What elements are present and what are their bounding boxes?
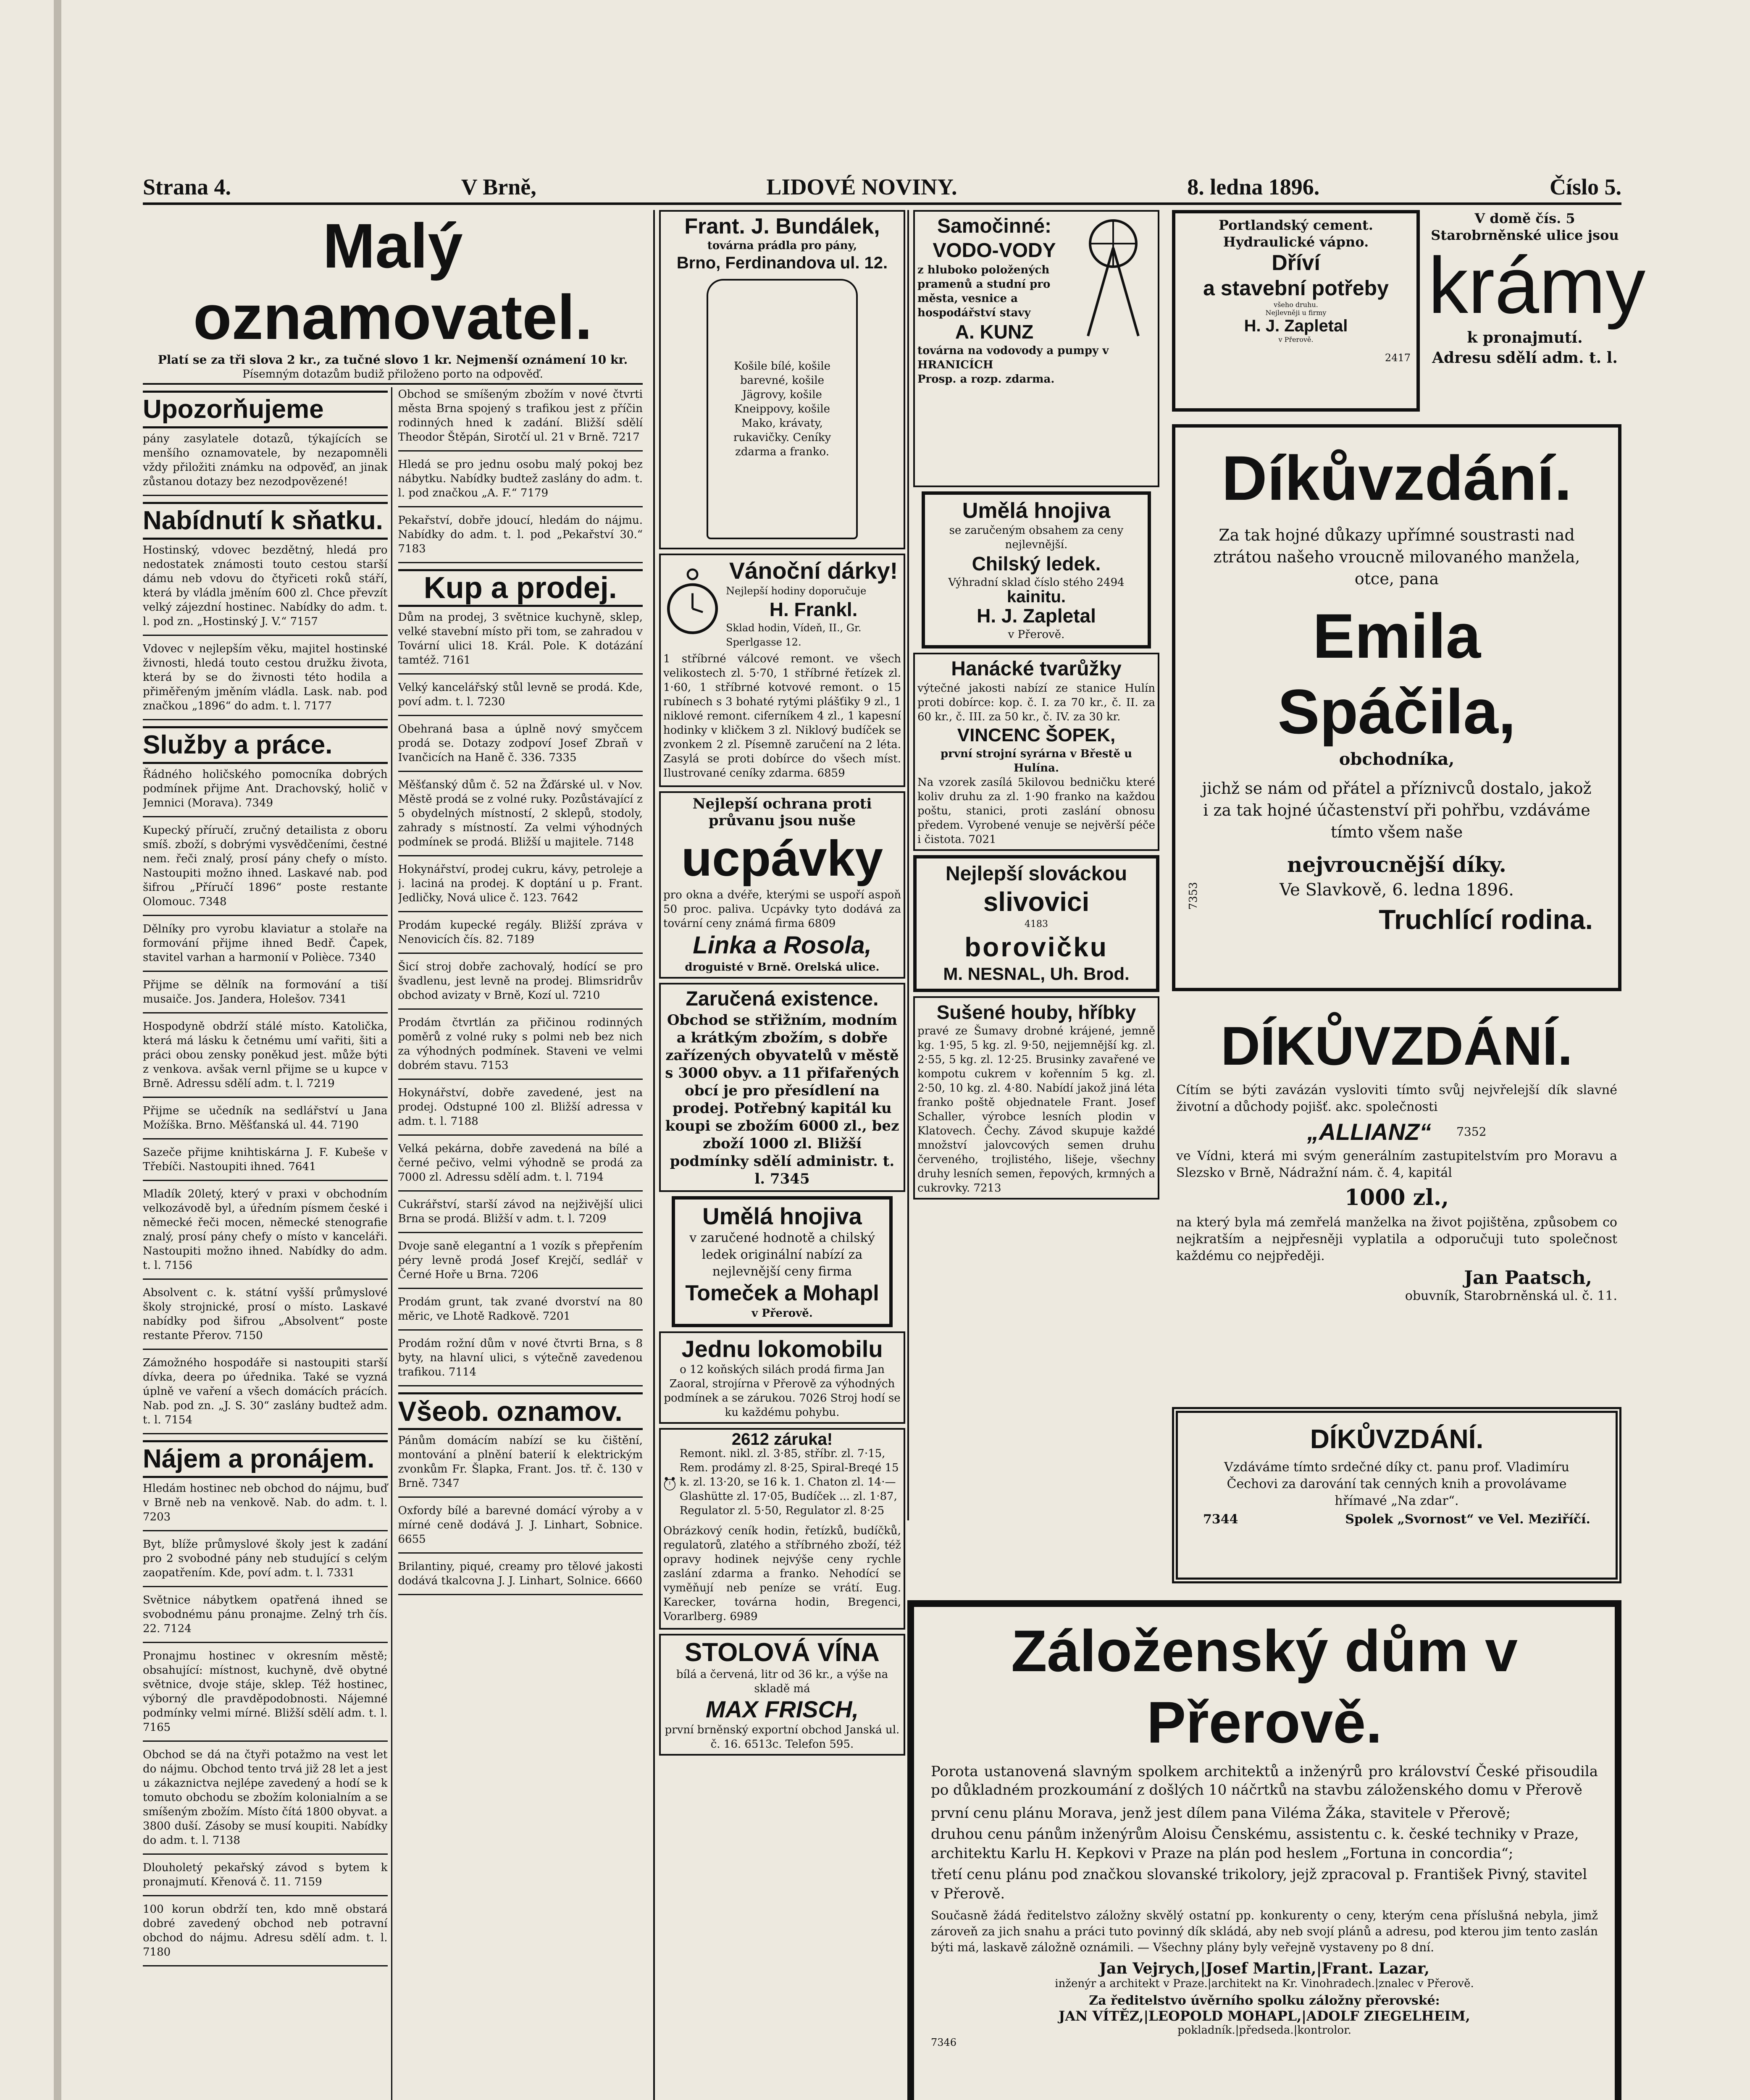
section-upozornujeme: Upozorňujeme xyxy=(143,391,388,428)
classifieds-section xyxy=(143,210,643,2100)
ad-kup-7 xyxy=(398,960,643,1010)
section-kup: Kup a prodej. xyxy=(398,569,643,607)
ad-text: Obchod se střižním, modním a krátkým zbožím, s dobře zařízených obyvatelů v městě s 3000 obyv. a 11 přifařených obcí je pro přesídlení na prodej. Potřebný kapitál ku koupi se zbožím 6000 zl., bez zboží 1000 zl. Bližší podmínky sdělí administr. t. l. 7345 xyxy=(665,1012,899,1187)
pocket-watch-icon xyxy=(663,559,722,648)
ad-kup-2 xyxy=(398,680,643,716)
ad-sluzby-1 xyxy=(143,767,388,817)
ad-text: na který byla má zemřelá manželka na život pojištěna, způsobem co nejkratším a nejpřesněji vyplatila a odporučuji tuto společnost každému co nejpřeději. xyxy=(1176,1215,1617,1263)
ad-text: Prodám rožní dům v nové čtvrti Brna, s 8 byty, na hlavní ulici, s výtečně zavedenou trafikou. 7114 xyxy=(398,1337,643,1378)
ads-column-c xyxy=(653,210,905,2100)
ad-sluzby-5 xyxy=(143,1019,388,1098)
ad-sluzby-4 xyxy=(143,978,388,1013)
ad-text: Velký kancelářský stůl levně se prodá. Kde, poví adm. t. l. 7230 xyxy=(398,681,643,708)
ad-sluzby-7 xyxy=(143,1145,388,1181)
ad-text: třetí cenu plánu pod značkou slovanské trikolory, jejž zpracoval p. František Pivný, stavitel v Přerově. xyxy=(931,1866,1587,1902)
ad-sluzby-10 xyxy=(143,1356,388,1434)
ad-text: Kupecký příručí, zručný detailista z oboru smíš. zboží, s dobrými vysvědčeními, čestné nem. řeči znalý, prosí pány chefy o místo. Nastoupiti možno ihned. Laskavé nab. pod šifrou „Příručí 1896“ poste restante Olomouc. 7348 xyxy=(143,824,388,908)
rates-note-2: Písemným dotazům budiž přiloženo porto na odpověď. xyxy=(143,367,643,385)
section-sluzby: Služby a práce. xyxy=(143,726,388,764)
ad-stolova-vina: STOLOVÁ VÍNA bílá a červená, litr od 36 kr., a výše na skladě má MAX FRISCH, první brněnský exportní obchod Janská ul. č. 16. 6513c. Telefon 595. xyxy=(659,1634,905,1756)
ad-text: Sazeče přijme knihtiskárna J. F. Kubeše v Třebíči. Nastoupiti ihned. 7641 xyxy=(143,1146,388,1173)
ad-text: Byt, blíže průmyslové školy jest k zadání pro 2 svobodné pány neb studující s celým zaopatřením. Kde, poví adm. t. l. 7331 xyxy=(143,1538,388,1579)
classifieds-title: Malý oznamovatel. xyxy=(193,210,593,352)
ad-text: Pronajmu hostinec v okresním městě; obsahující: místnost, kuchyně, dvě obytné světnice, dvoje stáje, sklep. Též hostinec, výborný dle pravděpodobnosti. Nájemné podmínky velmi mírné. Bližší sdělí adm. t. l. 7165 xyxy=(143,1650,388,1734)
ad-text: 1 stříbrné válcové remont. ve všech velikostech zl. 5·70, 1 stříbrné řetízek zl. 1·60, 1 stříbrné kotvové remont. o 15 rubínech s 3 bohaté rytými plášťiky 9 zl., 1 niklové remont. ciferníkem 4 zl., 1 kapesní hodinky v kličkem 3 zl. Niklový budíček se zvonkem 2 zl. Písemně zaručení na 2 léta. Zasylá se proti dobírce do všech míst. Ilustrované ceníky zdarma. 6859 xyxy=(663,653,901,780)
ad-text: Hokynářství, dobře zavedené, jest na prodej. Odstupné 100 zl. Bližší adressa v adm. t. l. 7188 xyxy=(398,1087,643,1128)
ad-frankl: Vánoční dárky! Nejlepší hodiny doporučuje H. Frankl. Sklad hodin, Vídeň, II., Gr. Sperlgasse 12. 1 stříbrné válcové remont. ve všech velikostech zl. 5·70, 1 stříbrné řetízek zl. 1·60, 1 stříbrné kotvové remont. o 15 rubínech s 3 bohaté rytými plášťiky 9 zl., 1 niklové remont. ciferníkem 4 zl., 1 kapesní hodinky v kličkem 3 zl. Niklový budíček se zvonkem 2 zl. Písemně zaručení na 2 léta. Zasylá se proti dobírce do všech míst. Ilustrované ceníky zdarma. 6859 xyxy=(659,554,905,787)
ad-kup-6 xyxy=(398,918,643,954)
ad-najem-1 xyxy=(143,1481,388,1531)
ad-text: Za tak hojné důkazy upřímné soustrasti nad ztrátou našeho vroucně milovaného manžela, otce, pana xyxy=(1213,526,1580,588)
ad-zalozensky-dum: Záloženský dům v Přerově. Porota ustanovená slavným spolkem architektů a inženýrů pro království České přisoudila po důkladném prozkoumání z došlých 10 náčrtků na stavbu záloženského domu v Přerově první cenu plánu Morava, jenž jest dílem pana Viléma Žáka, stavitele v Přerově; druhou cenu pánům inženýrům Aloisu Čenskému, assistentu c. k. české techniky v Praze, architektu Karlu H. Kepkovi v Praze na plán pod heslem „Fortuna in concordia“; třetí cenu plánu pod značkou slovanské trikolory, jejž zpracoval p. František Pivný, stavitel v Přerově. Současně žádá ředitelstvo záložny skvělý ostatní pp. konkurenty o ceny, kterým cena příslušná nebyla, jimž zároveň za jich snahu a práci tuto povinný dík skládá, aby neb svojí plánů a adresu, pod kterou jim tento zaslán býti má, laskavě záložně oznámili. — Všechny plány byly veřejně vystaveny po 8 dní. Jan Vejrych,|Josef Martin,|Frant. Lazar, inženýr a architekt v Praze.|architekt na Kr. Vinohradech.|znalec v Přerově. Za ředitelstvo úvěrního spolku záložny přerovské: JAN VÍTĚZ,|LEOPOLD MOHAPL,|ADOLF ZIEGELHEIM, pokladník.|předseda.|kontrolor. 7346 xyxy=(907,1600,1621,2100)
ad-text: Cítím se býti zavázán vysloviti tímto svůj nejvřelejší dík slavné životní a důchody pojišť. akc. společnosti xyxy=(1176,1083,1617,1114)
ad-najem-4 xyxy=(143,1649,388,1742)
page-number: Strana 4. xyxy=(143,174,231,200)
ad-najem-5 xyxy=(143,1748,388,1855)
ads-column-d xyxy=(907,210,1159,1520)
ad-susene-houby: Sušené houby, hříbky pravé ze Šumavy drobné krájené, jemně kg. 1·95, 5 kg. zl. 9·50, nejjemnější kg. zl. 2·55, 5 kg. zl. 12·25. Brusinky zavařené ve kompotu cukrem v kořenním 5 kg. zl. 2·50, 10 kg. zl. 4·80. Nabídí jakož jiná léta franko poště objednatele Frant. Josef Schaller, výrobce lesních plodin v Klatovech. Čechy. Závod skupuje každé množství jalovcových semen druhu červeného, trojlistého, lišeje, všechny druhy lesních semen, řepových, krmných a cukrovky. 7213 xyxy=(913,996,1159,1200)
clock-icon xyxy=(663,1446,676,1522)
ad-kup-3 xyxy=(398,722,643,772)
ad-text: Měšťanský dům č. 52 na Žďárské ul. v Nov. Městě prodá se z volné ruky. Pozůstávající z 5 obydelných místností, 2 sklepů, stodoly, zahrady s místností. Za velmi výhodných podmínek se prodá. Bližší u majitele. 7148 xyxy=(398,779,643,848)
ad-akunz: Samočinné: VODO-VODY z hluboko položených pramenů a studní pro města, vesnice a hospodářství stavy A. KUNZ továrna na vodovody a pumpy v HRANICÍCH Prosp. a rozp. zdarma. xyxy=(913,210,1159,487)
ad-kup-4 xyxy=(398,778,643,856)
ad-bundalek: Frant. J. Bundálek, továrna prádla pro pány, Brno, Ferdinandova ul. 12. Košile bílé, košile barevné, košile Jägrovy, košile Kneippovy, košile Mako, krávaty, rukavičky. Ceníky zdarma a franko. xyxy=(659,210,905,549)
ad-text: Řádného holičského pomocníka dobrých podmínek přijme Ant. Drachovský, holič v Jemnici (Morava). 7349 xyxy=(143,768,388,809)
ad-text: Vzdáváme tímto srdečné díky ct. panu prof. Vladimíru Čechovi za darování tak cenných knih a provolávame hřímavé „Na zdar“. xyxy=(1224,1460,1569,1508)
ad-nabidnuti-2 xyxy=(143,642,388,720)
section-vseob: Všeob. oznamov. xyxy=(398,1392,643,1430)
ad-text: 100 korun obdrží ten, kdo mně obstará dobré zavedený obchod neb potravní obchod do nájmu. Adresu sdělí adm. t. l. 7180 xyxy=(143,1903,388,1958)
ad-dikuvzdani-spacil: Díkůvzdání. Za tak hojné důkazy upřímné soustrasti nad ztrátou našeho vroucně milovaného manžela, otce, pana Emila Spáčila, obchodníka, jichž se nám od přátel a příznivců dostalo, jakož i za tak hojné účastenství při pohřbu, vzdáváme tímto všem naše nejvroucnější díky. Ve Slavkově, 6. ledna 1896. Truchlící rodina. 7353 xyxy=(1172,424,1621,991)
windmill-icon xyxy=(1071,214,1155,340)
ad-text: Šicí stroj dobře zachovalý, hodící se pro švadlenu, jest levně na prodej. Blimsridrův obchod avizaty v Brně, Kozí ul. 7210 xyxy=(398,961,643,1002)
ad-text: Obrázkový ceník hodin, řetízků, budíčků, regulatorů, zlatého a stříbrného zboží, též opravy hodinek nejvýše ceny rychle zaslání zdarma a franko. Nehodící se vyměňují neb peníze se vrátí. Eug. Karecker, továrna hodin, Bregenci, Vorarlberg. 6989 xyxy=(663,1525,901,1623)
ad-kramy: V domě čís. 5 Starobrněnské ulice jsou krámy k pronajmutí. Adresu sdělí adm. t. l. xyxy=(1428,210,1646,367)
ad-text: Obchod se smíšeným zbožím v nové čtvrti města Brna spojený s trafikou jest z příčin rodinných hned k zadání. Bližší sdělí Theodor Štěpán, Sirotčí ul. 21 v Brně. 7217 xyxy=(398,388,643,444)
ad-text: pro okna a dvéře, kterými se uspoří aspoň 50 proc. paliva. Ucpávky tyto dodává za tovární ceny známá firma 6809 xyxy=(663,889,901,930)
ad-kup-5 xyxy=(398,862,643,912)
ad-text: Dělníky pro vyrobu klaviatur a stolaře na formování přijme ihned Bedř. Čapek, stavitel varhan a harmonií v Polièce. 7340 xyxy=(143,923,388,964)
ad-najem-7 xyxy=(143,1902,388,1966)
ad-text: Prodám čtvrtlán za přičinou rodinných poměrů z volné ruky s polmi neb bez nich za výhodných podmínek. Staveni ve velmi dobrém stavu. 7153 xyxy=(398,1016,643,1072)
ad-kup-13 xyxy=(398,1295,643,1331)
section-nabidnuti: Nabídnutí k sňatku. xyxy=(143,502,388,540)
ad-text: Dvoje saně elegantní a 1 vozík s přepřením péry levně prodá Josef Krejčí, sedlář v Černé Hoře u Brna. 7206 xyxy=(398,1240,643,1281)
scan-binding-shadow xyxy=(54,0,61,2100)
city: V Brně, xyxy=(461,174,536,200)
ad-kup-9 xyxy=(398,1086,643,1136)
ad-text: Přijme se učedník na sedlářství u Jana Možíška. Brno. Měšťanská ul. 44. 7190 xyxy=(143,1105,388,1131)
ad-text: Světnice nábytkem opatřená ihned se svobodnému pánu pronajme. Zelný trh čís. 22. 7124 xyxy=(143,1594,388,1635)
ad-dikuvzdani-svornost: DÍKŮVZDÁNÍ. Vzdáváme tímto srdečné díky ct. panu prof. Vladimíru Čechovi za darování tak cenných knih a provolávame hřímavé „Na zdar“. 7344 Spolek „Svornost“ ve Vel. Meziříčí. xyxy=(1172,1407,1621,1583)
ad-upcavky: Nejlepší ochrana proti průvanu jsou nuše ucpávky pro okna a dvéře, kterými se uspoří aspoň 50 proc. paliva. Ucpávky tyto dodává za tovární ceny známá firma 6809 Linka a Rosola, droguisté v Brně. Orelská ulice. xyxy=(659,791,905,979)
ad-text: Hostinský, vdovec bezdětný, hledá pro nedostatek známosti touto cestou starší dámu neb vdovu do čtyřiceti roků stáří, která by vládla jměním 600 zl. Chce převzít velký zájezdní hostinec. Nabídky do adm. t. l. pod zn. „Hostinský J. V.“ 7157 xyxy=(143,544,388,628)
classifieds-column-a xyxy=(143,387,392,2100)
ad-upozornujeme xyxy=(143,432,388,496)
ad-text: Vdovec v nejlepším věku, majitel hostinské živnosti, hledá touto cestou družku života, která by se do živnosti této hodila a přiměřeným jměním vládla. Lask. nab. pod značkou „1896“ do adm. t. l. 7177 xyxy=(143,643,388,712)
shirt-illustration: Košile bílé, košile barevné, košile Jägrovy, košile Kneippovy, košile Mako, krávaty, rukavičky. Ceníky zdarma a franko. xyxy=(707,279,858,539)
ad-vseob-1 xyxy=(398,1433,643,1498)
ad-text: Na vzorek zasílá 5kilovou bedničku které koliv druhu za zl. 1·90 franko na každou poštu, stanici, proti zaslání obnosu předem. Vyrobené venuje se nejvěrší péče i čistota. 7021 xyxy=(917,776,1155,846)
rates-note: Platí se za tři slova 2 kr., za tučné slovo 1 kr. Nejmenší oznámení 10 kr. xyxy=(158,353,628,367)
ad-umela-hnojiva-zapletal: Umělá hnojiva se zaručeným obsahem za ceny nejlevnější. Chilský ledek. Výhradní sklad číslo stého 2494 kainitu. H. J. Zapletal v Přerově. xyxy=(922,491,1151,648)
ad-najem-3 xyxy=(143,1593,388,1643)
ad-text: Prodám kupecké regály. Bližší zpráva v Nenovicích čís. 82. 7189 xyxy=(398,919,643,946)
ad-najem-6 xyxy=(143,1861,388,1896)
ad-text: o 12 koňských silách prodá firma Jan Zaoral, strojírna v Přerově za výhodných podmínek a se zárukou. 7026 Stroj hodí se ku každému pohybu. xyxy=(664,1363,901,1419)
ad-text: Současně žádá ředitelstvo záložny skvělý ostatní pp. konkurenty o ceny, kterým cena příslušná nebyla, jimž zároveň za jich snahu a práci tuto povinný dík skládá, aby neb svojí plánů a adresu, pod kterou jim tento zaslán býti má, laskavě záložně oznámili. — Všechny plány byly veřejně vystaveny po 8 dní. xyxy=(931,1908,1598,1954)
ad-umela-hnojiva-tomecek: Umělá hnojiva v zaručené hodnotě a chilský ledek originální nabízí za nejlevnější ceny firma Tomeček a Mohapl v Přerově. xyxy=(672,1196,893,1327)
ad-text: Dům na prodej, 3 světnice kuchyně, sklep, velké stavební místo při tom, se zahradou v Tovární ulici 18. Král. Pole. K dotázání tamtéž. 7161 xyxy=(398,611,643,667)
ad-text: Pánům domácím nabízí se ku čištění, montování a plnění baterií k elektrickým zvonkům Fr. Šlapka, Frant. Jos. tř. č. 130 v Brně. 7347 xyxy=(398,1434,643,1490)
ad-sluzby-9 xyxy=(143,1286,388,1350)
ad-nabidnuti-1 xyxy=(143,543,388,636)
jury-names xyxy=(931,1960,1598,1977)
ad-text: pány zasylatele dotazů, týkajících se menšího oznamovatele, by nezapomněli vždy přiložiti známku na odpověď, an jinak zůstanou dotazy bez nezodpovězené! xyxy=(143,433,388,488)
ad-kup-8 xyxy=(398,1016,643,1080)
ad-kup-10 xyxy=(398,1142,643,1192)
ad-zarucena: Zaručená existence. Obchod se střižním, modním a krátkým zbožím, s dobře zařízených obyvatelů v městě s 3000 obyv. a 11 přifařených obcí je pro přesídlení na prodej. Potřebný kapitál ku koupi se zbožím 6000 zl., bez zboží 1000 zl. Bližší podmínky sdělí administr. t. l. 7345 xyxy=(659,983,905,1192)
ad-text: Hledám hostinec neb obchod do nájmu, buď v Brně neb na venkově. Nab. do adm. t. l. 7203 xyxy=(143,1482,388,1523)
ad-sluzby-6 xyxy=(143,1104,388,1139)
ad-kup-14 xyxy=(398,1336,643,1386)
page-header xyxy=(143,172,1621,202)
ad-text: Zámožného hospodáře si nastoupiti starší dívka, deera po úřednika. Také se vyzná úplně ve vaření a všech domácích prácích. Nab. pod zn. „J. S. 30“ zaslány budtež adm. t. l. 7154 xyxy=(143,1357,388,1426)
ad-text: Prodám grunt, tak zvané dvorství na 80 měric, ve Lhotě Radkově. 7201 xyxy=(398,1296,643,1323)
ad-text: Hospodyně obdrží stálé místo. Katolička, která má lásku k četnému umí vařiti, šiti a práci obou zensky poněkud jest. může býti z venkova. avšak vernl přijme se u kupce v Brně. Adressu sdělí adm. t. l. 7219 xyxy=(143,1020,388,1090)
ad-kup-12 xyxy=(398,1239,643,1289)
ad-text: druhou cenu pánům inženýrům Aloisu Čenskému, assistentu c. k. české techniky v Praze, architektu Karlu H. Kepkovi v Praze na plán pod heslem „Fortuna in concordia“; xyxy=(931,1826,1579,1862)
ad-eberl-watches: 2612 záruka! Remont. nikl. zl. 3·85, stříbr. zl. 7·15, Rem. prodámy zl. 8·25, Spiral-Breqé 15 k. zl. 13·20, se 16 k. 1. Chaton zl. 14·— Glashütte zl. 17·05, Budíček ... zl. 1·87, Regulator zl. 5·50, Regulator zl. 8·25 Obrázkový ceník hodin, řetízků, budíčků, regulatorů, zlatého a stříbrného zboží, též opravy hodinek nejvýše ceny rychle zaslání zdarma a franko. Nehodící se vyměňují neb peníze se vrátí. Eug. Karecker, továrna hodin, Bregenci, Vorarlberg. 6989 xyxy=(659,1428,905,1630)
ad-najem-2 xyxy=(143,1537,388,1587)
ad-text: Přijme se dělník na formování a tiší musaiče. Jos. Jandera, Holešov. 7341 xyxy=(143,979,388,1005)
ad-text: Absolvent c. k. státní vyšší průmyslové školy strojnické, prosí o místo. Laskavé nabídky pod šifrou „Absolvent“ poste restante Přerov. 7150 xyxy=(143,1286,388,1342)
ad-text: výtečné jakosti nabízí ze stanice Hulín proti dobírce: kop. č. I. za 70 kr., č. II. za 60 kr., č. III. za 50 kr., č. IV. za 30 kr. xyxy=(917,682,1155,723)
classifieds-column-b xyxy=(398,387,643,2100)
ad-text: Porota ustanovená slavným spolkem architektů a inženýrů pro království České přisoudila po důkladném prozkoumání z došlých 10 náčrtků na stavbu záloženského domu v Přerově xyxy=(931,1763,1598,1798)
ad-vseob-3 xyxy=(398,1559,643,1595)
ad-text: pravé ze Šumavy drobné krájené, jemně kg. 1·95, 5 kg. zl. 9·50, nejjemnější kg. zl. 2·55, 5 kg. zl. 12·25. Brusinky zavařené ve kompotu cukrem v kořenním 5 kg. zl. 2·50, 10 kg. zl. 4·80. Nabídí jakož jiná léta franko poště objednatele Frant. Josef Schaller, výrobce lesních plodin v Klatovech. Čechy. Závod skupuje každé množství jalovcových semen druhu červeného, trojlistého, lišeje, všechny druhy lesních semen, řepových, krmných a cukrovky. 7213 xyxy=(917,1025,1155,1194)
ad-dikuvzdani-allianz: DÍKŮVZDÁNÍ. Cítím se býti zavázán vysloviti tímto svůj nejvřelejší dík slavné životní a důchody pojišť. akc. společnosti „ALLIANZ“ 7352 ve Vídni, která mi svým generálním zastupitelstvím pro Moravu a Slezsko v Brně, Nádražní nám. č. 4, kapitál 1000 zl., na který byla má zemřelá manželka na život pojištěna, způsobem co nejkratším a nejpřesněji vyplatila a odporučuji tuto společnost každému co nejpřeději. Jan Paatsch, obuvník, Starobrněnská ul. č. 11. xyxy=(1176,1015,1617,1303)
paper-name: LIDOVÉ NOVINY. xyxy=(766,174,957,200)
date: 8. ledna 1896. xyxy=(1187,174,1320,200)
ad-lokomobil: Jednu lokomobilu o 12 koňských silách prodá firma Jan Zaoral, strojírna v Přerově za výhodných podmínek a se zárukou. 7026 Stroj hodí se ku každému pohybu. xyxy=(659,1331,905,1424)
ad-kup-1 xyxy=(398,610,643,675)
jury-names-text: Jan Vejrych,|Josef Martin,|Frant. Lazar, xyxy=(1099,1960,1430,1977)
ad-text: Dlouholetý pekařský závod s bytem k pronajmutí. Křenová č. 11. 7159 xyxy=(143,1861,388,1888)
ad-sluzby-3 xyxy=(143,922,388,972)
ad-text: Hledá se pro jednu osobu malý pokoj bez nábytku. Nabídky budtež zaslány do adm. t. l. pod značkou „A. F.“ 7179 xyxy=(398,458,643,499)
ad-second-1 xyxy=(398,387,643,452)
ad-portland-zapletal: Portlandský cement. Hydraulické vápno. Dříví a stavební potřeby všeho druhu. Nejlevněji u firmy H. J. Zapletal v Přerově. 2417 xyxy=(1172,210,1420,412)
ad-text: ve Vídni, která mi svým generálním zastupitelstvím pro Moravu a Slezsko v Brně, Nádražní nám. č. 4, kapitál xyxy=(1176,1149,1617,1180)
ad-vseob-2 xyxy=(398,1504,643,1554)
ad-text: Brilantiny, piqué, creamy pro tělové jakosti dodává tkalcovna J. J. Linhart, Solnice. 6660 xyxy=(398,1560,643,1587)
ad-text: Obchod se dá na čtyři potažmo na vest let do nájmu. Obchod tento trvá již 28 let a jest u zákaznictva nejlépe zavedený a hodí se k tomuto obchodu se zbožím kolonialním a se smíšeným zbožím. Místo čítá 1800 obyvat. a 3800 duší. Zásoby se musí koupiti. Nabídky do adm. t. l. 7138 xyxy=(143,1748,388,1847)
ad-text: jichž se nám od přátel a příznivců dostalo, jakož i za tak hojné účastenství při pohřbu, vzdáváme tímto všem naše xyxy=(1202,779,1592,841)
section-najem: Nájem a pronájem. xyxy=(143,1440,388,1478)
ad-sluzby-8 xyxy=(143,1187,388,1280)
ad-text: v zaručené hodnotě a chilský ledek originální nabízí za nejlevnější ceny firma xyxy=(689,1231,875,1279)
ad-text: Hokynářství, prodej cukru, kávy, petroleje a j. laciná na prodej. K doptání u p. Frant. Jedličky, Nová ulice č. 123. 7642 xyxy=(398,863,643,904)
ad-second-3 xyxy=(398,513,643,563)
ad-text: Pekařství, dobře jdoucí, hledám do nájmu. Nabídky do adm. t. l. pod „Pekařství 30.“ 7183 xyxy=(398,514,643,555)
ad-text: Oxfordy bílé a barevné domácí výroby a v mírné ceně dodává J. J. Linhart, Sobnice. 6655 xyxy=(398,1504,643,1546)
ad-second-2 xyxy=(398,457,643,507)
ad-text: Cukrářství, starší závod na nejživější ulici Brna se prodá. Bližší v adm. t. l. 7209 xyxy=(398,1198,643,1225)
ad-text: Obehraná basa a úplně nový smyčcem prodá se. Dotazy zodpoví Josef Zbraň v Ivančicích na Haně č. 336. 7335 xyxy=(398,723,643,764)
issue-number: Číslo 5. xyxy=(1549,174,1621,200)
ad-hanacke-tvaruzky: Hanácké tvarůžky výtečné jakosti nabízí ze stanice Hulín proti dobírce: kop. č. I. za 70 kr., č. II. za 60 kr., č. III. za 50 kr., č. IV. za 30 kr. VINCENC ŠOPEK, první strojní syrárna v Břestě u Hulína. Na vzorek zasílá 5kilovou bedničku které koliv druhu za zl. 1·90 franko na každou poštu, stanici, proti zaslání obnosu předem. Vyrobené venuje se nejvěrší péče i čistota. 7021 xyxy=(913,653,1159,851)
ad-slivovice: Nejlepší slováckou slivovici 4183 borovičku M. NESNAL, Uh. Brod. xyxy=(913,855,1159,992)
ad-text: první cenu plánu Morava, jenž jest dílem pana Viléma Žáka, stavitele v Přerově; xyxy=(931,1805,1511,1822)
ad-text: Velká pekárna, dobře zavedená na bílé a černé pečivo, velmi výhodně se prodá za 7000 zl. Adressu sdělí adm. t. l. 7194 xyxy=(398,1142,643,1184)
ad-kup-11 xyxy=(398,1197,643,1233)
ad-sluzby-2 xyxy=(143,823,388,916)
header-rule xyxy=(143,202,1621,205)
ad-text: Mladík 20letý, který v praxi v obchodním velkozávodě byl, a úředním písmem české i německé řeči mocen, německé stenografie znalý, prosí pány chefy o místo v kanceláři. Nastoupiti možno ihned. Nabídky do adm. t. l. 7156 xyxy=(143,1188,388,1272)
